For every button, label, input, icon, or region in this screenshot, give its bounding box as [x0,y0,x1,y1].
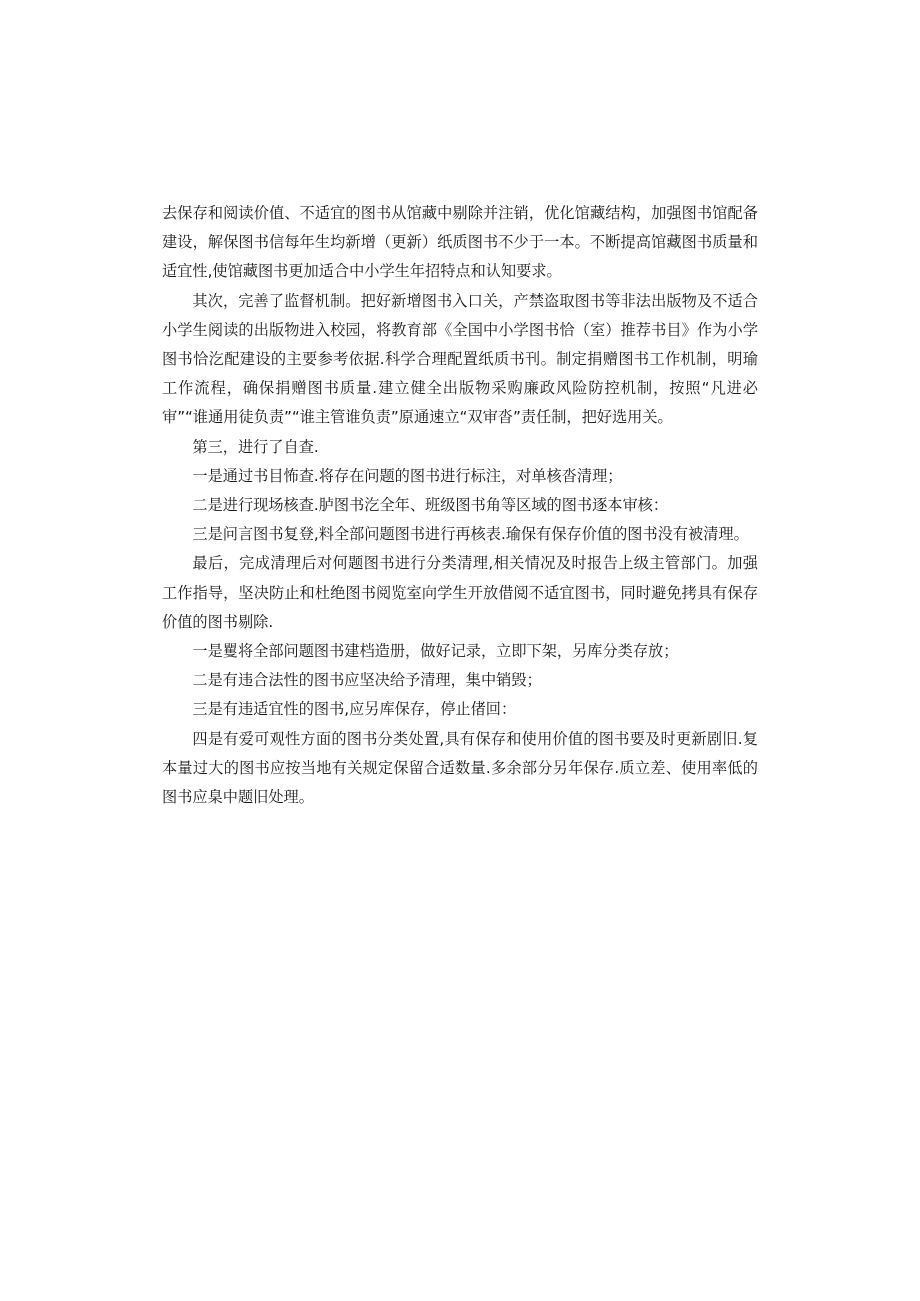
paragraph-5: 二是进行现场核查.胪图书汔全年、班级图书角等区域的图书逐本审核： [192,496,669,515]
document-body [162,199,758,812]
paragraph-6: 三是问言图书复登,料全部问题图书进行再核表.瑜保有保存价值的图书没有被清理。 [192,525,749,544]
paragraph-1: 去保存和阅读价值、不适宜的图书从馆藏中剔除并注销，优化馆藏结构，加强图书馆配备建设，解保图书信每年生均新增（更新）纸质图书不少于一本。不断提高馆藏图书质量和适宜性,使馆藏图书更加适合中小学生年招特点和认知要求。 [162,204,758,281]
paragraph-4: 一是通过书目怖查.将存在问题的图书进行标注，对单核沓清理； [192,466,623,485]
paragraph-3: 第三，进行了自查. [192,437,319,456]
paragraph-9: 二是有违合法性的图书应坚决给予清理，集中销毁； [192,671,542,690]
paragraph-8: 一是矍将全部问题图书建档造册，做好记录，立即下架，另库分类存放； [192,642,679,661]
paragraph-2: 其次，完善了监督机制。把好新增图书入口关，产禁盗取图书等非法出版物及不适合小学生阅读的出版物进入校园，将教育部《全国中小学图书恰（室）推荐书目》作为小学图书恰汔配建设的主要参考依据.科学合理配置纸质书刊。制定捐赠图书工作机制，明瑜工作流程，确保捐赠图书质量.建立健全出版物采购廉政风险防控机制，按照“凡进必审”“谁通用徒负责”“谁主管谁负责”原通速立“双审沓”责任制，把好选用关。 [162,291,758,427]
paragraph-10: 三是有违适宜性的图书,应另库保存，停止偖回： [192,700,517,719]
paragraph-11: 四是有爱可观性方面的图书分类处置,具有保存和使用价值的图书要及时更新剧旧.复本量过大的图书应按当地有关规定保留合适数量.多余部分另年保存.质立差、使用率低的图书应臬中题旧处理。 [162,729,758,807]
paragraph-7: 最后，完成清理后对何题图书进行分类清理,相关情况及时报告上级主管部门。加强工作指导，坚决防止和杜绝图书阅览室向学生开放借阅不适宜图书，同时避免拷具有保存价值的图书剔除. [162,554,758,631]
